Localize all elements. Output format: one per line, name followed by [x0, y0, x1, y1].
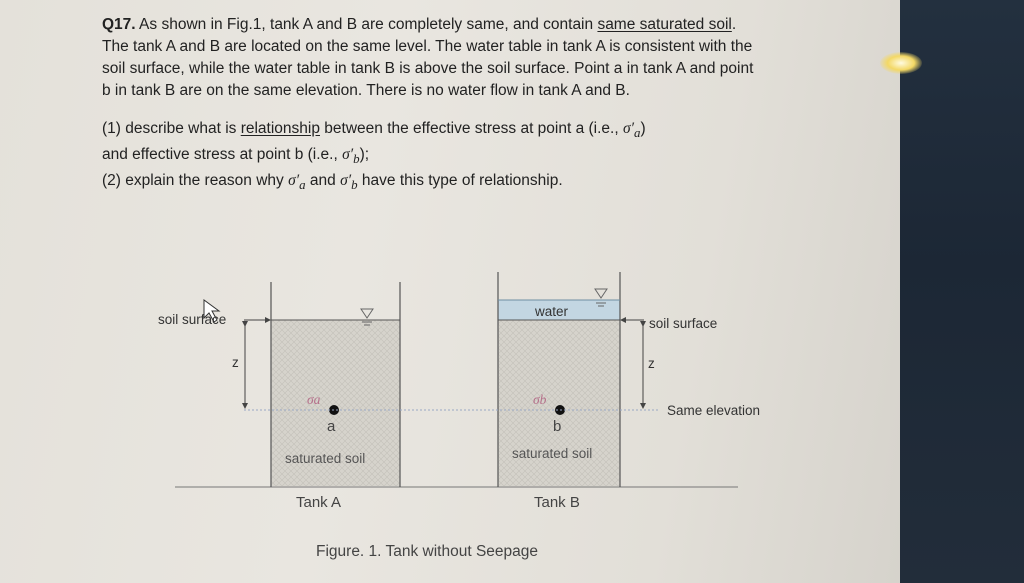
part1-text: (1) describe what is [102, 120, 241, 137]
part1-text-4: and effective stress at point b (i.e., [102, 146, 343, 164]
part1-text-2: between the effective stress at point a (i.e., [319, 120, 623, 137]
intro-text: As shown in Fig.1, tank A and B are completely same, and contain [135, 16, 598, 33]
tank-b-soil-label: saturated soil [512, 446, 593, 461]
figure-caption: Figure. 1. Tank without Seepage [316, 543, 539, 560]
part2-text-2: and [305, 172, 341, 190]
intro-text-2: . The tank A and B are located on the same level. The water table in tank A is consistent with the soil surface, while the water table in tank B is above the soil surface. Point a in tank A and point b in tank B are on the same elevation. There is no water flow in tank A and B. [102, 16, 754, 99]
tank-b-water-label: water [535, 304, 569, 319]
tank-b-title: Tank B [534, 494, 580, 511]
tank-a-soil-label: saturated soil [285, 451, 366, 466]
tank-b-soil [498, 320, 620, 486]
part2-text-3: have this type of relationship. [357, 172, 563, 190]
sigma-b-2: $\sigma'_b$ [340, 172, 358, 193]
tank-b-water-table-icon [595, 289, 607, 306]
part1-underlined: relationship [240, 120, 320, 137]
sigma-a: $\sigma'_a$ [622, 120, 641, 141]
tank-a-soil-surface-label: soil surface [158, 312, 227, 327]
tank-a-title: Tank A [296, 494, 342, 511]
part1-text-3: ) [640, 120, 646, 137]
tank-b-z-label: z [648, 356, 655, 371]
sigma-a-2: $\sigma'_a$ [288, 172, 306, 193]
part1-text-5: ); [359, 146, 370, 164]
intro-underlined: same saturated soil [597, 16, 732, 33]
tank-b-sigma-label: σb [533, 392, 547, 407]
part2-text: (2) explain the reason why [102, 172, 289, 190]
sigma-b: $\sigma'_b$ [342, 146, 360, 167]
tank-b-soil-surface-label: soil surface [649, 316, 718, 331]
tank-a-z-label: z [232, 355, 239, 370]
question-number: Q17. [102, 16, 136, 33]
tank-a-sigma-label: σa [307, 392, 321, 407]
monitor-bezel [900, 0, 1024, 583]
point-a-label: a [327, 418, 336, 435]
point-b-label: b [553, 418, 562, 435]
same-elevation-label: Same elevation [667, 403, 761, 418]
